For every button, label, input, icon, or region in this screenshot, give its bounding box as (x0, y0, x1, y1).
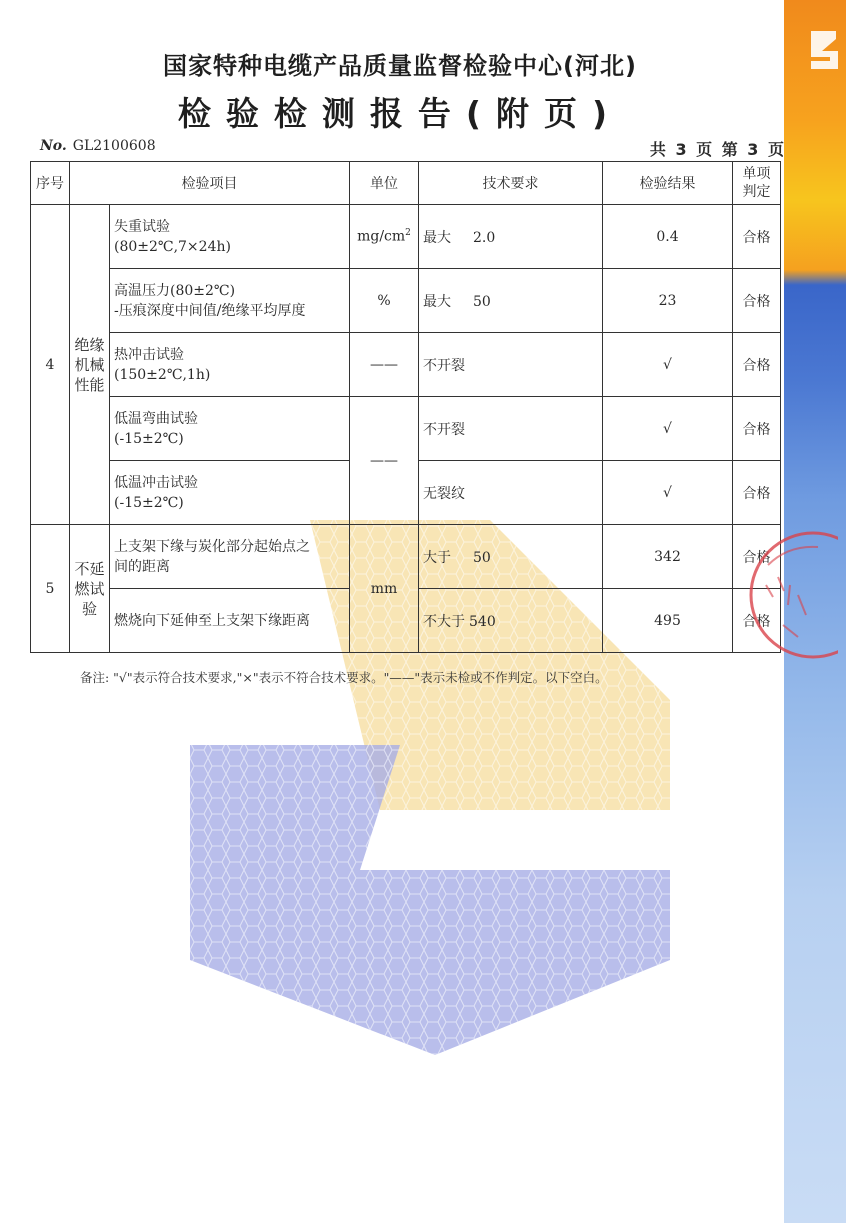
unit-cell: mm (350, 525, 419, 653)
requirement-label: 最大 (423, 229, 451, 246)
table-row (31, 205, 781, 269)
item-cell (110, 461, 350, 525)
report-number-value: GL2100608 (72, 138, 156, 154)
item-condition: -压痕深度中间值/绝缘平均厚度 (114, 302, 306, 319)
requirement-cell: 不开裂 (419, 397, 603, 461)
item-name: 高温压力(80±2℃) (114, 282, 236, 299)
brand-logo-icon (808, 25, 842, 75)
item-name: 上支架下缘与炭化部分起始点之 (114, 538, 310, 555)
requirement-cell (419, 525, 603, 589)
seq-cell: 4 (31, 205, 70, 525)
result-cell: 342 (603, 525, 733, 589)
result-cell: √ (603, 397, 733, 461)
report-title: 检验检测报告(附页) (177, 94, 623, 133)
table-row (31, 397, 781, 461)
item-cell (110, 589, 350, 653)
item-condition: (150±2℃,1h) (114, 366, 211, 383)
unit-cell: —— (350, 397, 419, 525)
header-item: 检验项目 (70, 162, 350, 205)
item-name: 热冲击试验 (114, 346, 184, 363)
unit-cell: —— (350, 333, 419, 397)
result-cell: 0.4 (603, 205, 733, 269)
table-header-row (31, 162, 781, 205)
requirement-label: 大于 (423, 549, 451, 566)
item-condition: (-15±2℃) (114, 494, 184, 511)
report-number-label: No. (40, 138, 67, 154)
category-line: 性能 (74, 375, 105, 394)
footnote: 备注: "√"表示符合技术要求,"×"表示不符合技术要求。"——"表示未检或不作判定。以下空白。 (80, 670, 608, 685)
header-verdict (733, 162, 781, 205)
item-condition: (80±2℃,7×24h) (114, 238, 231, 255)
organization-title: 国家特种电缆产品质量监督检验中心(河北) (163, 52, 637, 80)
result-cell: 495 (603, 589, 733, 653)
verdict-cell: 合格 (733, 461, 781, 525)
header-requirement: 技术要求 (419, 162, 603, 205)
requirement-value: 540 (469, 613, 496, 630)
header-verdict-line1: 单项 (742, 166, 771, 182)
item-cell (110, 333, 350, 397)
category-cell (70, 205, 110, 525)
requirement-value: 50 (473, 293, 491, 310)
requirement-cell: 无裂纹 (419, 461, 603, 525)
verdict-cell: 合格 (733, 205, 781, 269)
result-cell: 23 (603, 269, 733, 333)
requirement-cell (419, 589, 603, 653)
verdict-cell: 合格 (733, 333, 781, 397)
requirement-cell: 不开裂 (419, 333, 603, 397)
item-name: 低温冲击试验 (114, 474, 198, 491)
category-cell (70, 525, 110, 653)
category-line: 机械 (74, 355, 105, 374)
verdict-cell: 合格 (733, 397, 781, 461)
verdict-cell: 合格 (733, 589, 781, 653)
item-cell (110, 205, 350, 269)
verdict-cell: 合格 (733, 525, 781, 589)
requirement-value: 50 (473, 549, 491, 566)
inspection-table (30, 161, 781, 653)
requirement-value: 2.0 (473, 229, 496, 246)
unit-superscript: 2 (405, 228, 411, 239)
unit-cell: % (350, 269, 419, 333)
table-row (31, 269, 781, 333)
item-name-cont: 间的距离 (114, 558, 170, 575)
requirement-cell (419, 269, 603, 333)
result-cell: √ (603, 461, 733, 525)
unit-text: mg/cm (357, 228, 406, 245)
item-cell (110, 397, 350, 461)
header-unit: 单位 (350, 162, 419, 205)
category-line: 绝缘 (74, 335, 105, 354)
header-seq: 序号 (31, 162, 70, 205)
category-line: 燃试 (74, 579, 105, 598)
category-line: 验 (81, 599, 97, 618)
item-cell (110, 525, 350, 589)
requirement-label: 不大于 (423, 613, 465, 630)
result-cell: √ (603, 333, 733, 397)
item-cell (110, 269, 350, 333)
item-condition: (-15±2℃) (114, 430, 184, 447)
seal-stamp (728, 525, 838, 675)
seq-cell: 5 (31, 525, 70, 653)
header-verdict-line2: 判定 (742, 184, 771, 200)
verdict-cell: 合格 (733, 269, 781, 333)
table-row (31, 333, 781, 397)
item-name: 燃烧向下延伸至上支架下缘距离 (114, 612, 310, 629)
report-number (40, 138, 156, 154)
unit-cell (350, 205, 419, 269)
header-result: 检验结果 (603, 162, 733, 205)
page-info: 共 3 页 第 3 页 (649, 140, 786, 159)
requirement-cell (419, 205, 603, 269)
table-row (31, 525, 781, 589)
item-name: 低温弯曲试验 (114, 410, 198, 427)
requirement-label: 最大 (423, 293, 451, 310)
item-name: 失重试验 (114, 218, 170, 235)
category-line: 不延 (74, 559, 105, 578)
